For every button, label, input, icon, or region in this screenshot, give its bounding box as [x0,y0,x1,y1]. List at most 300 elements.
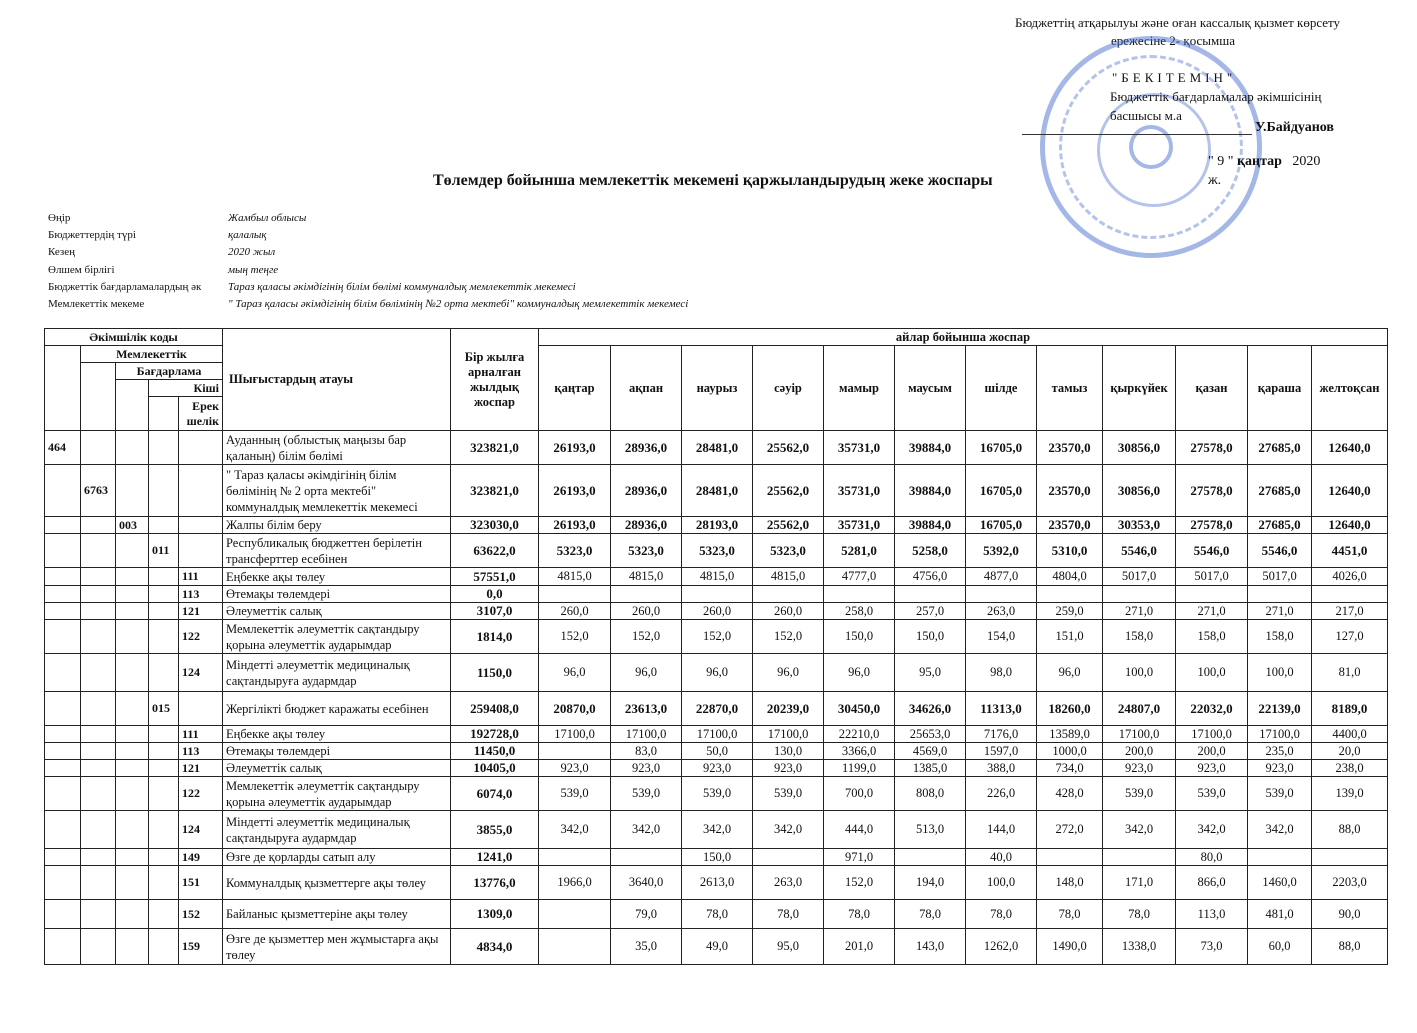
empty-code-cell [149,777,179,811]
annual-plan-cell: 57551,0 [451,568,539,586]
month-value-cell: 27578,0 [1176,517,1248,534]
code-cell: 015 [149,692,179,726]
month-value-cell: 16705,0 [966,431,1037,465]
month-value-cell [539,900,611,929]
month-value-cell [753,586,824,603]
month-value-cell: 28936,0 [611,431,682,465]
month-value-cell: 27685,0 [1248,465,1312,517]
meta-value: Тараз қаласы әкімдігінің білім бөлімі коммуналдық мемлекеттік мекемесі [228,280,576,293]
expense-name-cell: Жергілікті бюджет каражаты есебінен [223,692,451,726]
month-value-cell: 923,0 [682,760,753,777]
meta-key: Кезең [48,246,76,259]
month-value-cell: 260,0 [682,603,753,620]
month-value-cell: 78,0 [1037,900,1103,929]
month-value-cell: 16705,0 [966,517,1037,534]
expense-name-cell: Міндетті әлеуметтік медициналық сақтандыруға аудармдар [223,811,451,849]
month-value-cell: 481,0 [1248,900,1312,929]
month-value-cell: 88,0 [1312,811,1388,849]
header-month-12: желтоқсан [1312,346,1388,431]
header-month-1: қаңтар [539,346,611,431]
meta-row [48,262,688,279]
month-value-cell: 88,0 [1312,929,1388,965]
empty-code-cell [116,465,149,517]
month-value-cell: 5546,0 [1103,534,1176,568]
empty-code-cell [179,534,223,568]
empty-code-cell [81,620,116,654]
month-value-cell: 143,0 [895,929,966,965]
code-cell: 122 [179,777,223,811]
approver-name: У.Байдуанов [1255,120,1334,135]
month-value-cell: 1490,0 [1037,929,1103,965]
code-cell: 152 [179,900,223,929]
expense-name-cell: Ауданның (облыстық маңызы бар қаланың) білім бөлімі [223,431,451,465]
month-value-cell: 20870,0 [539,692,611,726]
code-cell: 151 [179,866,223,900]
month-value-cell: 35731,0 [824,465,895,517]
month-value-cell: 25562,0 [753,517,824,534]
month-value-cell: 5281,0 [824,534,895,568]
month-value-cell: 271,0 [1103,603,1176,620]
code-cell: 111 [179,726,223,743]
code-cell: 113 [179,586,223,603]
empty-code-cell [45,929,81,965]
signature-line [1022,134,1252,135]
month-value-cell: 23613,0 [611,692,682,726]
month-value-cell: 148,0 [1037,866,1103,900]
month-value-cell: 7176,0 [966,726,1037,743]
month-value-cell: 217,0 [1312,603,1388,620]
month-value-cell: 28936,0 [611,465,682,517]
month-value-cell [1312,849,1388,866]
month-value-cell: 80,0 [1176,849,1248,866]
month-value-cell: 26193,0 [539,517,611,534]
table-row [45,777,1388,811]
month-value-cell: 28193,0 [682,517,753,534]
annual-plan-cell: 323821,0 [451,465,539,517]
empty-code-cell [149,866,179,900]
month-value-cell: 27685,0 [1248,517,1312,534]
empty-code-cell [149,900,179,929]
code-cell: 124 [179,654,223,692]
month-value-cell: 79,0 [611,900,682,929]
header-month-8: тамыз [1037,346,1103,431]
header-state: Мемлекеттік [81,346,223,363]
month-value-cell: 263,0 [966,603,1037,620]
month-value-cell: 4569,0 [895,743,966,760]
month-value-cell: 20,0 [1312,743,1388,760]
empty-code-cell [81,603,116,620]
month-value-cell: 513,0 [895,811,966,849]
table-row [45,929,1388,965]
month-value-cell [1037,586,1103,603]
month-value-cell: 235,0 [1248,743,1312,760]
month-value-cell: 96,0 [1037,654,1103,692]
meta-key: Бюджеттік бағдарламалардың әк [48,280,202,293]
annual-plan-cell: 1309,0 [451,900,539,929]
empty-code-cell [81,743,116,760]
header-month-3: наурыз [682,346,753,431]
empty-code-cell [116,654,149,692]
meta-key: Мемлекеттік мекеме [48,298,145,311]
approval-date [1208,152,1321,190]
meta-value: " Тараз қаласы әкімдігінің білім бөлімінің №2 орта мектебі" коммуналдық мемлекеттік мекемесі [228,298,689,311]
table-row [45,811,1388,849]
month-value-cell: 78,0 [1103,900,1176,929]
month-value-cell: 96,0 [824,654,895,692]
month-value-cell: 151,0 [1037,620,1103,654]
month-value-cell: 35731,0 [824,431,895,465]
month-value-cell: 23570,0 [1037,465,1103,517]
month-value-cell: 238,0 [1312,760,1388,777]
month-value-cell: 5323,0 [611,534,682,568]
month-value-cell: 4777,0 [824,568,895,586]
financing-plan-table [44,328,1388,965]
table-row [45,726,1388,743]
header-admin-code: Әкімшілік коды [45,329,223,346]
month-value-cell: 342,0 [1248,811,1312,849]
empty-code-cell [45,568,81,586]
empty-code-cell [45,849,81,866]
header-blank-2 [81,363,116,431]
month-value-cell: 1966,0 [539,866,611,900]
table-row [45,900,1388,929]
month-value-cell: 4815,0 [611,568,682,586]
empty-code-cell [179,517,223,534]
month-value-cell: 30450,0 [824,692,895,726]
month-value-cell: 24807,0 [1103,692,1176,726]
month-value-cell: 81,0 [1312,654,1388,692]
month-value-cell: 20239,0 [753,692,824,726]
table-row [45,866,1388,900]
date-month: қаңтар [1236,154,1282,169]
month-value-cell: 271,0 [1248,603,1312,620]
empty-code-cell [81,692,116,726]
annual-plan-cell: 1241,0 [451,849,539,866]
month-value-cell [539,929,611,965]
month-value-cell [682,586,753,603]
month-value-cell: 25653,0 [895,726,966,743]
month-value-cell: 5392,0 [966,534,1037,568]
empty-code-cell [149,760,179,777]
empty-code-cell [149,743,179,760]
month-value-cell: 171,0 [1103,866,1176,900]
month-value-cell: 539,0 [682,777,753,811]
empty-code-cell [179,692,223,726]
expense-name-cell: Әлеуметтік салық [223,760,451,777]
annual-plan-cell: 259408,0 [451,692,539,726]
empty-code-cell [81,568,116,586]
month-value-cell: 100,0 [1176,654,1248,692]
month-value-cell: 272,0 [1037,811,1103,849]
empty-code-cell [45,743,81,760]
month-value-cell: 22870,0 [682,692,753,726]
header-monthly-plan: айлар бойынша жоспар [539,329,1388,346]
empty-code-cell [81,726,116,743]
empty-code-cell [149,568,179,586]
date-year: 2020 ж. [1208,154,1321,188]
month-value-cell: 144,0 [966,811,1037,849]
month-value-cell: 1597,0 [966,743,1037,760]
table-row [45,743,1388,760]
empty-code-cell [116,586,149,603]
expense-name-cell: " Тараз қаласы әкімдігінің білім бөлімінің № 2 орта мектебі" коммуналдық мемлекеттік мекемесі [223,465,451,517]
empty-code-cell [116,811,149,849]
month-value-cell: 428,0 [1037,777,1103,811]
month-value-cell: 271,0 [1176,603,1248,620]
annual-plan-cell: 3855,0 [451,811,539,849]
expense-name-cell: Міндетті әлеуметтік медициналық сақтандыруға аудармдар [223,654,451,692]
month-value-cell: 5310,0 [1037,534,1103,568]
annual-plan-cell: 1814,0 [451,620,539,654]
month-value-cell: 5017,0 [1176,568,1248,586]
month-value-cell [1103,849,1176,866]
month-value-cell: 260,0 [753,603,824,620]
empty-code-cell [116,929,149,965]
month-value-cell: 27578,0 [1176,431,1248,465]
month-value-cell: 4026,0 [1312,568,1388,586]
month-value-cell: 257,0 [895,603,966,620]
month-value-cell: 95,0 [895,654,966,692]
month-value-cell: 39884,0 [895,431,966,465]
month-value-cell: 1000,0 [1037,743,1103,760]
empty-code-cell [116,777,149,811]
annual-plan-cell: 192728,0 [451,726,539,743]
header-month-2: ақпан [611,346,682,431]
empty-code-cell [179,465,223,517]
header-blank-3 [116,380,149,431]
month-value-cell: 27578,0 [1176,465,1248,517]
month-value-cell: 18260,0 [1037,692,1103,726]
annual-plan-cell: 63622,0 [451,534,539,568]
month-value-cell: 17100,0 [611,726,682,743]
month-value-cell: 734,0 [1037,760,1103,777]
expense-name-cell: Өзге де қорларды сатып алу [223,849,451,866]
empty-code-cell [81,517,116,534]
month-value-cell: 50,0 [682,743,753,760]
empty-code-cell [81,929,116,965]
month-value-cell: 30856,0 [1103,465,1176,517]
empty-code-cell [149,517,179,534]
empty-code-cell [149,586,179,603]
empty-code-cell [45,811,81,849]
month-value-cell [539,586,611,603]
month-value-cell: 23570,0 [1037,517,1103,534]
month-value-cell: 78,0 [966,900,1037,929]
header-month-11: қараша [1248,346,1312,431]
meta-value: Жамбыл облысы [228,212,307,224]
empty-code-cell [149,465,179,517]
month-value-cell: 22210,0 [824,726,895,743]
meta-value: қалалық [228,229,267,242]
meta-value: 2020 жыл [228,246,276,259]
table-row [45,534,1388,568]
month-value-cell [895,586,966,603]
month-value-cell: 96,0 [611,654,682,692]
month-value-cell: 28936,0 [611,517,682,534]
month-value-cell: 1338,0 [1103,929,1176,965]
month-value-cell: 260,0 [611,603,682,620]
month-value-cell: 4815,0 [682,568,753,586]
empty-code-cell [81,586,116,603]
empty-code-cell [45,692,81,726]
empty-code-cell [149,431,179,465]
month-value-cell [1312,586,1388,603]
empty-code-cell [116,603,149,620]
empty-code-cell [116,726,149,743]
month-value-cell: 5017,0 [1248,568,1312,586]
empty-code-cell [149,726,179,743]
empty-code-cell [45,654,81,692]
month-value-cell: 98,0 [966,654,1037,692]
month-value-cell: 17100,0 [539,726,611,743]
empty-code-cell [81,777,116,811]
month-value-cell: 130,0 [753,743,824,760]
empty-code-cell [45,760,81,777]
month-value-cell: 152,0 [682,620,753,654]
annual-plan-cell: 4834,0 [451,929,539,965]
empty-code-cell [45,517,81,534]
month-value-cell: 158,0 [1248,620,1312,654]
empty-code-cell [149,654,179,692]
table-row [45,849,1388,866]
month-value-cell: 923,0 [753,760,824,777]
code-cell: 6763 [81,465,116,517]
month-value-cell: 200,0 [1103,743,1176,760]
month-value-cell: 923,0 [1176,760,1248,777]
month-value-cell: 12640,0 [1312,465,1388,517]
month-value-cell: 152,0 [539,620,611,654]
table-row [45,465,1388,517]
month-value-cell: 49,0 [682,929,753,965]
month-value-cell: 5323,0 [753,534,824,568]
table-row [45,568,1388,586]
expense-name-cell: Мемлекеттік әлеуметтік сақтандыру қорына әлеуметтік аударымдар [223,620,451,654]
empty-code-cell [45,866,81,900]
month-value-cell: 90,0 [1312,900,1388,929]
header-month-7: шілде [966,346,1037,431]
header-blank-4 [149,397,179,431]
table-row [45,654,1388,692]
month-value-cell: 5258,0 [895,534,966,568]
month-value-cell: 158,0 [1176,620,1248,654]
table-row [45,760,1388,777]
header-month-9: қыркүйек [1103,346,1176,431]
table-row [45,431,1388,465]
month-value-cell: 539,0 [611,777,682,811]
month-value-cell: 78,0 [824,900,895,929]
meta-row [48,279,688,296]
empty-code-cell [45,620,81,654]
table-row [45,603,1388,620]
expense-name-cell: Жалпы білім беру [223,517,451,534]
approval-block [1110,68,1334,188]
month-value-cell: 17100,0 [682,726,753,743]
month-value-cell: 17100,0 [1103,726,1176,743]
empty-code-cell [81,900,116,929]
month-value-cell: 923,0 [1248,760,1312,777]
month-value-cell: 3640,0 [611,866,682,900]
empty-code-cell [116,620,149,654]
meta-key: Өлшем бірлігі [48,263,115,276]
empty-code-cell [149,811,179,849]
month-value-cell: 28481,0 [682,431,753,465]
month-value-cell: 342,0 [1103,811,1176,849]
month-value-cell: 866,0 [1176,866,1248,900]
date-day: " 9 " [1208,154,1234,169]
month-value-cell: 12640,0 [1312,517,1388,534]
month-value-cell [1103,586,1176,603]
month-value-cell: 4451,0 [1312,534,1388,568]
code-cell: 111 [179,568,223,586]
month-value-cell: 4877,0 [966,568,1037,586]
month-value-cell: 35731,0 [824,517,895,534]
approval-signer-line-1: Бюджеттік бағдарламалар әкімшісінің [1110,89,1322,104]
month-value-cell: 25562,0 [753,465,824,517]
code-cell: 121 [179,603,223,620]
empty-code-cell [149,929,179,965]
month-value-cell: 194,0 [895,866,966,900]
month-value-cell: 539,0 [753,777,824,811]
month-value-cell: 78,0 [682,900,753,929]
annual-plan-cell: 6074,0 [451,777,539,811]
meta-value: мың теңге [228,263,279,276]
month-value-cell: 1385,0 [895,760,966,777]
month-value-cell: 4815,0 [539,568,611,586]
expense-name-cell: Байланыс қызметтеріне ақы төлеу [223,900,451,929]
month-value-cell [1248,586,1312,603]
empty-code-cell [149,849,179,866]
month-value-cell: 127,0 [1312,620,1388,654]
header-program: Бағдарлама [116,363,223,380]
annual-plan-cell: 13776,0 [451,866,539,900]
month-value-cell: 342,0 [1176,811,1248,849]
month-value-cell: 5017,0 [1103,568,1176,586]
header-month-4: сәуір [753,346,824,431]
month-value-cell: 342,0 [611,811,682,849]
month-value-cell: 8189,0 [1312,692,1388,726]
expense-name-cell: Республикалық бюджеттен берілетін трансферттер есебінен [223,534,451,568]
month-value-cell: 22032,0 [1176,692,1248,726]
month-value-cell: 5546,0 [1248,534,1312,568]
expense-name-cell: Өзге де қызметтер мен жұмыстарға ақы төлеу [223,929,451,965]
month-value-cell: 100,0 [1248,654,1312,692]
empty-code-cell [116,849,149,866]
month-value-cell: 83,0 [611,743,682,760]
month-value-cell: 923,0 [539,760,611,777]
month-value-cell [1037,849,1103,866]
empty-code-cell [116,431,149,465]
month-value-cell: 923,0 [1103,760,1176,777]
month-value-cell: 200,0 [1176,743,1248,760]
empty-code-cell [116,568,149,586]
month-value-cell: 258,0 [824,603,895,620]
month-value-cell: 539,0 [1103,777,1176,811]
empty-code-cell [149,620,179,654]
annual-plan-cell: 323030,0 [451,517,539,534]
month-value-cell: 39884,0 [895,465,966,517]
meta-row [48,244,688,261]
code-cell: 464 [45,431,81,465]
empty-code-cell [45,900,81,929]
month-value-cell: 150,0 [895,620,966,654]
expense-name-cell: Өтемақы төлемдері [223,586,451,603]
empty-code-cell [81,534,116,568]
expense-name-cell: Өтемақы төлемдері [223,743,451,760]
month-value-cell: 73,0 [1176,929,1248,965]
month-value-cell: 342,0 [753,811,824,849]
header-blank-1 [45,346,81,431]
approval-signer-line-2: басшысы м.а [1110,108,1182,123]
